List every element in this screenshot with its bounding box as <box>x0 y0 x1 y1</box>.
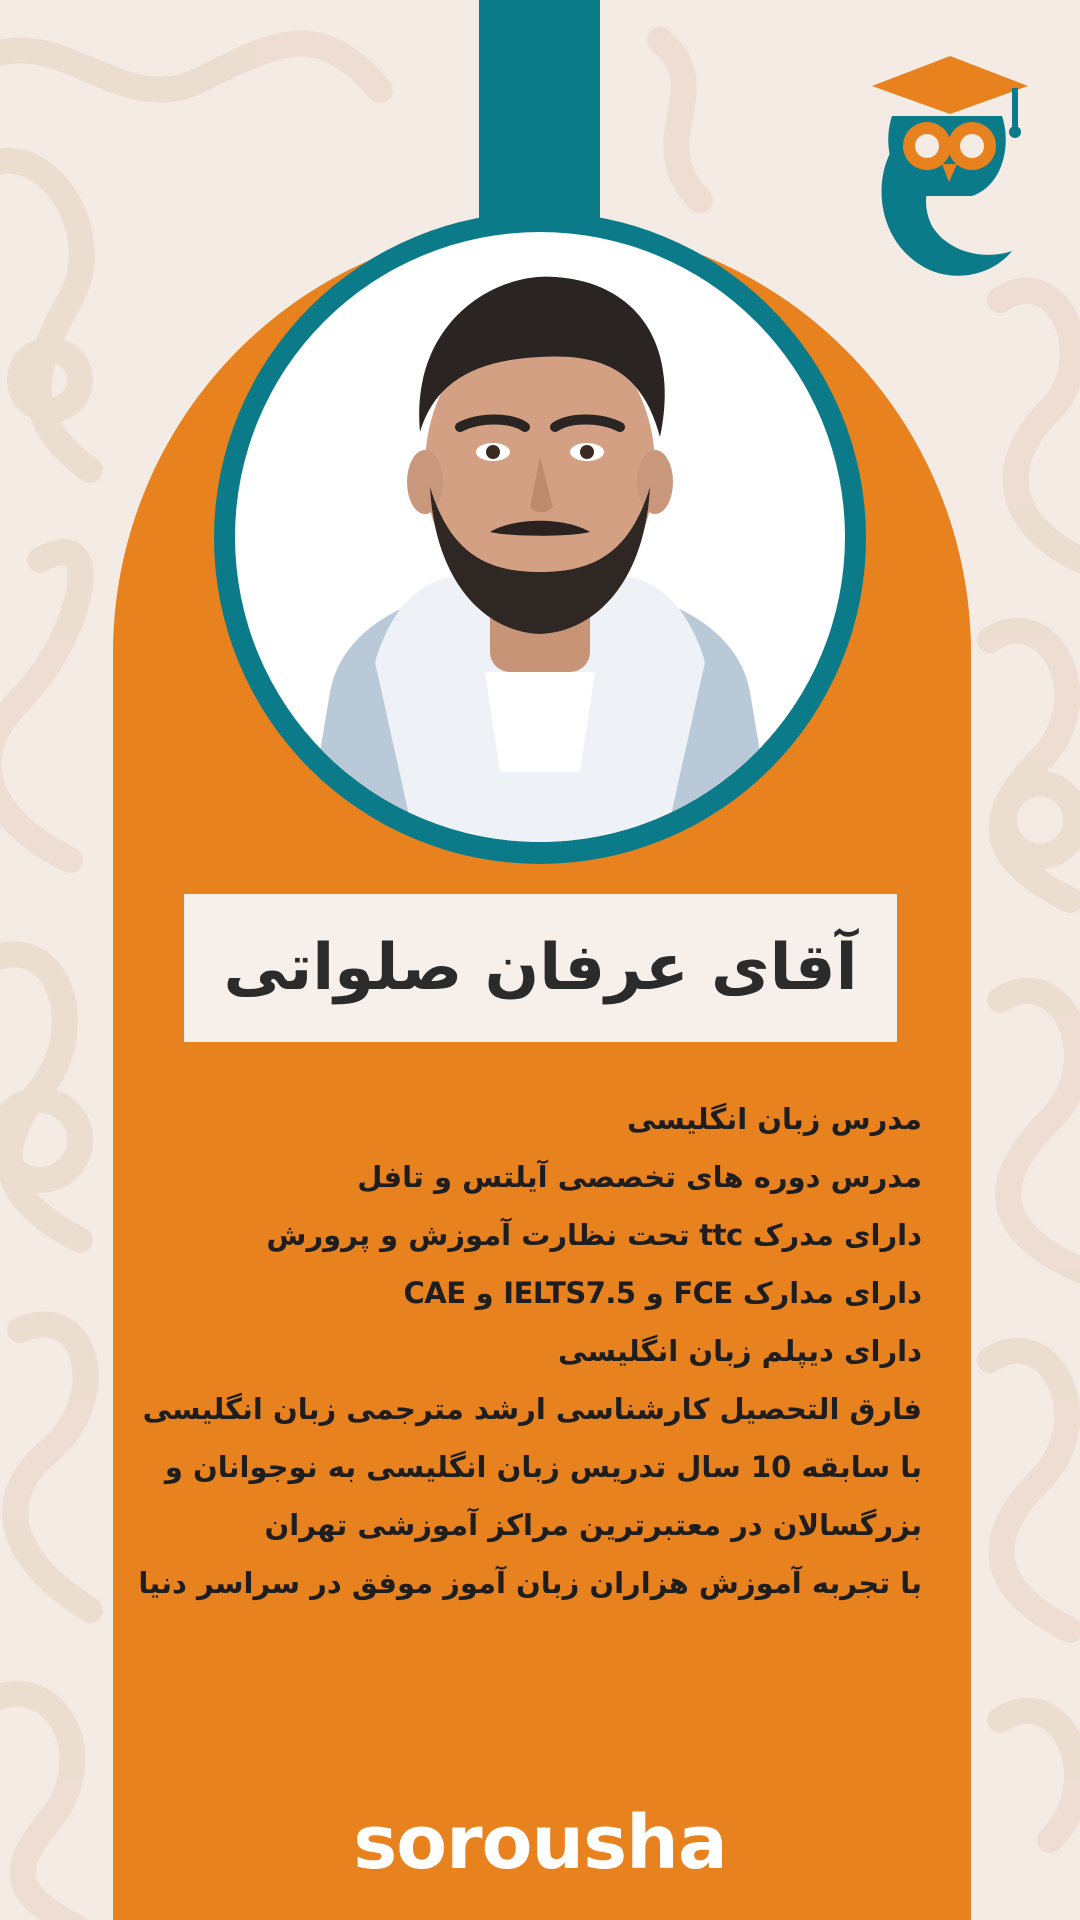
bio-line: دارای دیپلم زبان انگلیسی <box>558 1334 922 1368</box>
portrait-photo <box>235 232 845 842</box>
bio-line: با تجربه آموزش هزاران زبان آموز موفق در سراسر دنیا <box>138 1566 922 1600</box>
bio-line: بزرگسالان در معتبرترین مراکز آموزشی تهران <box>264 1508 922 1542</box>
bio-line: دارای مدارک FCE و IELTS7.5 و CAE <box>403 1276 922 1310</box>
top-strap <box>479 0 600 235</box>
teacher-name: آقای عرفان صلواتی <box>223 931 858 1005</box>
owl-graduation-cap-icon <box>862 46 1032 286</box>
bio-line: با سابقه 10 سال تدریس زبان انگلیسی به نوجوانان و <box>164 1450 922 1484</box>
bio-line: فارق التحصیل کارشناسی ارشد مترجمی زبان انگلیسی <box>142 1392 922 1426</box>
bio-line: دارای مدرک ttc تحت نظارت آموزش و پرورش <box>266 1218 922 1252</box>
bio-list <box>138 1090 922 1612</box>
bio-line: مدرس زبان انگلیسی <box>626 1102 922 1136</box>
bio-line: مدرس دوره های تخصصی آیلتس و تافل <box>357 1160 922 1194</box>
brand-wordmark: sorousha <box>353 1800 727 1886</box>
name-box <box>184 894 897 1042</box>
